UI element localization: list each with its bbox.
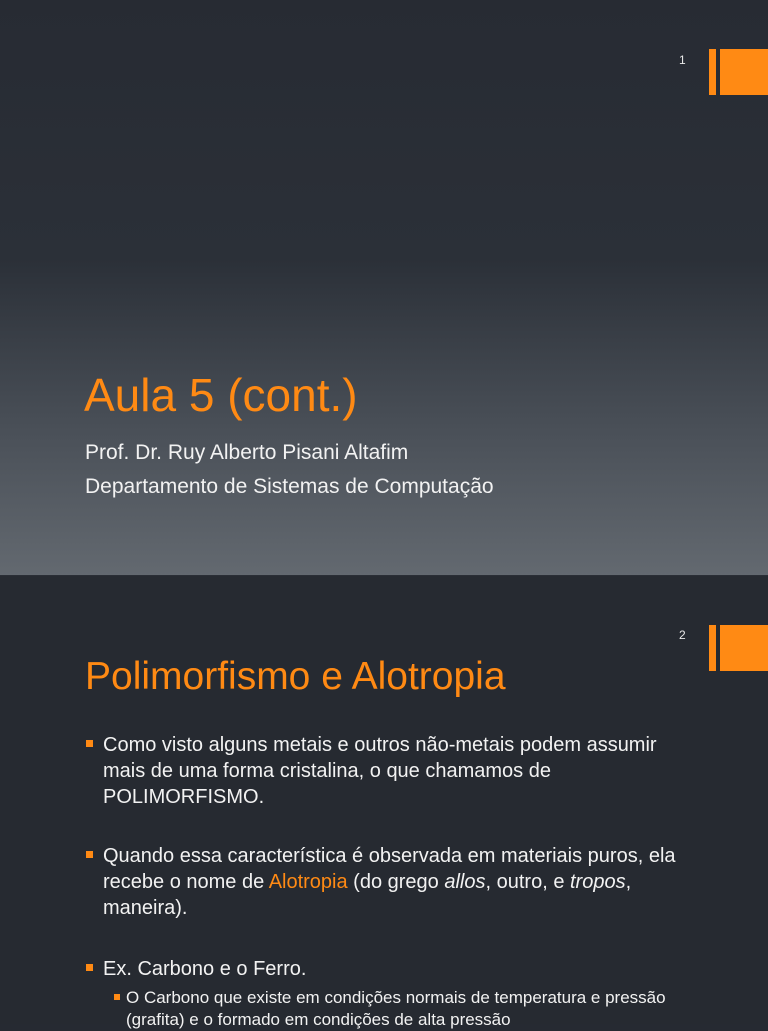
accent-block	[720, 49, 768, 95]
bullet-item	[103, 732, 703, 810]
bullet-marker-icon	[86, 740, 93, 747]
bullet-text-post: , maneira).	[103, 871, 632, 919]
bullet-text: Como visto alguns metais e outros não-metais podem assumir mais de uma forma cristalina, o que chamamos de POLIMORFISMO.	[103, 734, 657, 808]
accent-block	[720, 625, 768, 671]
sub-bullet-item	[126, 987, 706, 1031]
slide-title: Aula 5 (cont.)	[84, 369, 358, 421]
bullet-text: Ex. Carbono e o Ferro.	[103, 958, 307, 980]
slide-title: Polimorfismo e Alotropia	[85, 655, 506, 698]
bullet-item	[103, 843, 703, 921]
bullet-item	[103, 956, 703, 982]
bullet-text-mid: (do grego	[347, 871, 445, 893]
sub-bullet-text: O Carbono que existe em condições normais de temperatura e pressão (grafita) e o formado em condições de alta pressão	[126, 988, 666, 1029]
greek-word-allos: allos	[444, 871, 486, 893]
bullet-text-pre: Quando essa característica é observada em materiais puros, ela recebe o nome de	[103, 845, 676, 893]
slide-number: 2	[679, 628, 686, 642]
department-line: Departamento de Sistemas de Computação	[85, 475, 494, 498]
slide-number: 1	[679, 53, 686, 67]
sub-bullet-marker-icon	[114, 994, 120, 1000]
bullet-text-mid2: , outro, e	[485, 871, 570, 893]
accent-bar-thin	[709, 625, 716, 671]
bullet-marker-icon	[86, 964, 93, 971]
author-line: Prof. Dr. Ruy Alberto Pisani Altafim	[85, 441, 409, 464]
bullet-marker-icon	[86, 851, 93, 858]
greek-word-tropos: tropos	[570, 871, 626, 893]
highlight-term: Alotropia	[268, 871, 348, 893]
accent-bar-thin	[709, 49, 716, 95]
